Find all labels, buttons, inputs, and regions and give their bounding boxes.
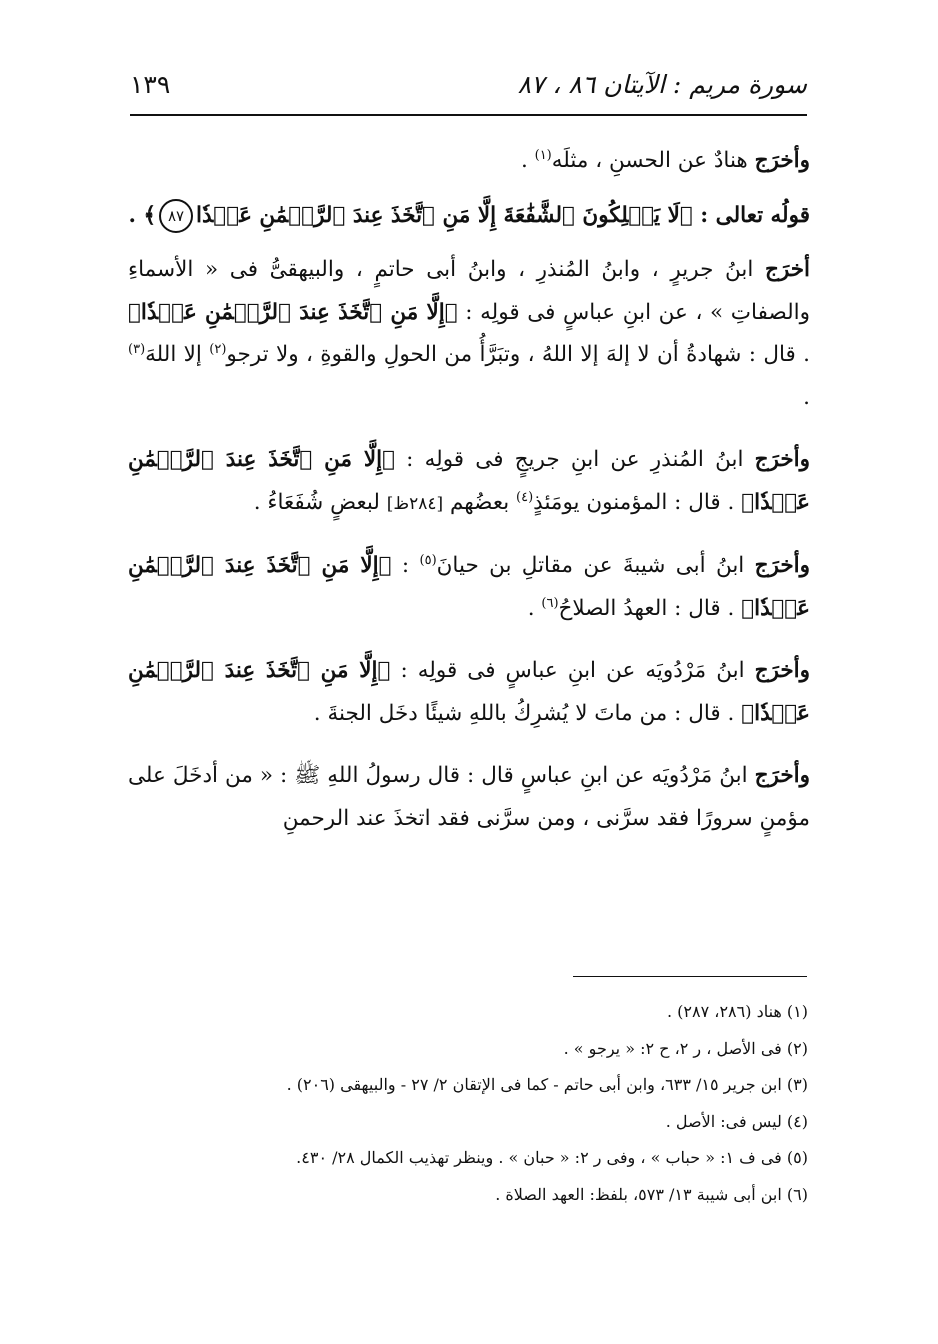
paragraph-text: إلا اللهَ (145, 342, 210, 367)
quran-verse: ﴿إِلَّا مَنِ ٱتَّخَذَ عِندَ ٱلرَّحۡمَٰنِ عَهۡدٗا﴾ (128, 553, 810, 621)
paragraph-3 (128, 249, 810, 419)
quran-verse: ﴿إِلَّا مَنِ ٱتَّخَذَ عِندَ ٱلرَّحۡمَٰنِ عَهۡدٗا﴾ (128, 658, 810, 726)
footnote-4: (٤) ليس فى: الأصل . (665, 1111, 808, 1131)
footnote-marker: (٥) (419, 552, 437, 568)
paragraph-text: . قال : شهادةُ أن لا إلهَ إلا اللهُ ، وتبَرَّأُ من الحولِ والقوةِ ، ولا ترجو (226, 342, 811, 367)
paragraph-lead: وأخرَج (754, 447, 810, 472)
paragraph-text: ابنُ المُنذرِ عن ابنِ جريجٍ فى قولِه : (394, 447, 755, 472)
paragraph-text: هنادٌ عن الحسنِ ، مثلَه (551, 148, 755, 173)
paragraph-text: ابنُ مَرْدُويَه عن ابنِ عباسٍ قال : قال رسولُ اللهِ ﷺ : « من أدخَلَ على مؤمنٍ سرورًا فقد سرَّنى ، ومن سرَّنى فقد اتخذَ عند الرحمنِ (128, 763, 810, 831)
paragraph-end: . قال : من ماتَ لا يُشرِكُ باللهِ شيئًا دخَل الجنةَ . (313, 700, 742, 726)
page-number: ١٣٩ (130, 70, 171, 99)
chapter-title: سورة مريم : الآيتان ٨٦ ، ٨٧ (517, 70, 807, 99)
paragraph-text: ابنُ أبى شيبةَ عن مقاتلِ بن حيانَ (436, 553, 755, 578)
paragraph-text: . قال : العهدُ الصلاحُ (558, 595, 742, 621)
main-text (128, 140, 810, 860)
paragraph-end: لبعضٍ شُفَعَاءُ . (253, 489, 387, 515)
paragraph-end: ﴾ . (128, 202, 157, 228)
footnote-marker: (٤) (516, 489, 534, 505)
paragraph-lead: وأخرَج (754, 763, 810, 788)
ayah-number-icon: ٨٧ (159, 199, 193, 233)
paragraph-end: . (527, 595, 542, 621)
paragraph-7 (128, 755, 810, 840)
paragraph-text: . قال : المؤمنون يومَئذٍ (533, 489, 742, 515)
footnote-5: (٥) فى ف ١: « حباب » ، وفى ر ٢: « حبان » . وينظر تهذيب الكمال ٢٨/ ٤٣٠. (296, 1148, 808, 1167)
paragraph-end: . (803, 384, 810, 410)
paragraph-lead: وأخرَج (754, 553, 811, 578)
manuscript-folio-ref: [٢٨٤ظ] (386, 493, 444, 514)
footnote-marker: (١) (534, 147, 552, 163)
paragraph-1 (128, 140, 810, 183)
header-divider (130, 114, 807, 116)
paragraph-text: ابنُ جريرٍ ، وابنُ المُنذرِ ، وابنُ أبى حاتمٍ ، والبيهقىُّ فى « الأسماءِ والصفاتِ » ، عن ابنِ عباسٍ فى قولِه : (128, 257, 811, 325)
footnote-marker: (٣) (128, 341, 146, 357)
footnote-3: (٣) ابن جرير ١٥/ ٦٣٣، وابن أبى حاتم - كما فى الإتقان ٢/ ٢٧ - والبيهقى (٢٠٦) . (286, 1075, 808, 1094)
quran-verse: ﴿لَا يَمۡلِكُونَ ٱلشَّفَٰعَةَ إِلَّا مَنِ ٱتَّخَذَ عِندَ ٱلرَّحۡمَٰنِ عَهۡدٗا (196, 202, 701, 228)
quran-verse: ﴿إِلَّا مَنِ ٱتَّخَذَ عِندَ ٱلرَّحۡمَٰنِ عَهۡدٗا﴾ (128, 299, 458, 325)
paragraph-end: . (520, 148, 535, 173)
paragraph-verse-heading (128, 195, 810, 238)
footnote-6: (٦) ابن أبى شيبة ١٣/ ٥٧٣، بلفظ: العهد الصلاة . (495, 1184, 808, 1204)
paragraph-text: بعضُهم (443, 489, 517, 515)
paragraph-4 (128, 439, 810, 525)
paragraph-6 (128, 650, 810, 735)
footnotes (128, 994, 808, 1213)
paragraph-5 (128, 545, 810, 630)
paragraph-lead: وأخرَج (754, 148, 810, 173)
footnote-1: (١) هناد (٢٨٦، ٢٨٧) . (667, 1002, 808, 1021)
paragraph-text: : (391, 553, 420, 578)
paragraph-lead: أخرَج (764, 257, 810, 282)
footnote-2: (٢) فى الأصل ، ر ٢، ح ٢: « يرجو » . (563, 1038, 808, 1058)
running-header (130, 66, 807, 112)
paragraph-lead: قولُه تعالى : (700, 202, 810, 228)
footnote-marker: (٢) (209, 341, 227, 357)
paragraph-lead: وأخرَج (754, 658, 811, 683)
footnotes-divider (573, 976, 807, 977)
footnote-marker: (٦) (541, 595, 559, 611)
quran-verse: ﴿إِلَّا مَنِ ٱتَّخَذَ عِندَ ٱلرَّحۡمَٰنِ عَهۡدٗا﴾ (128, 447, 810, 515)
paragraph-text: ابنُ مَرْدُويَه عن ابنِ عباسٍ فى قولِه : (390, 658, 755, 683)
